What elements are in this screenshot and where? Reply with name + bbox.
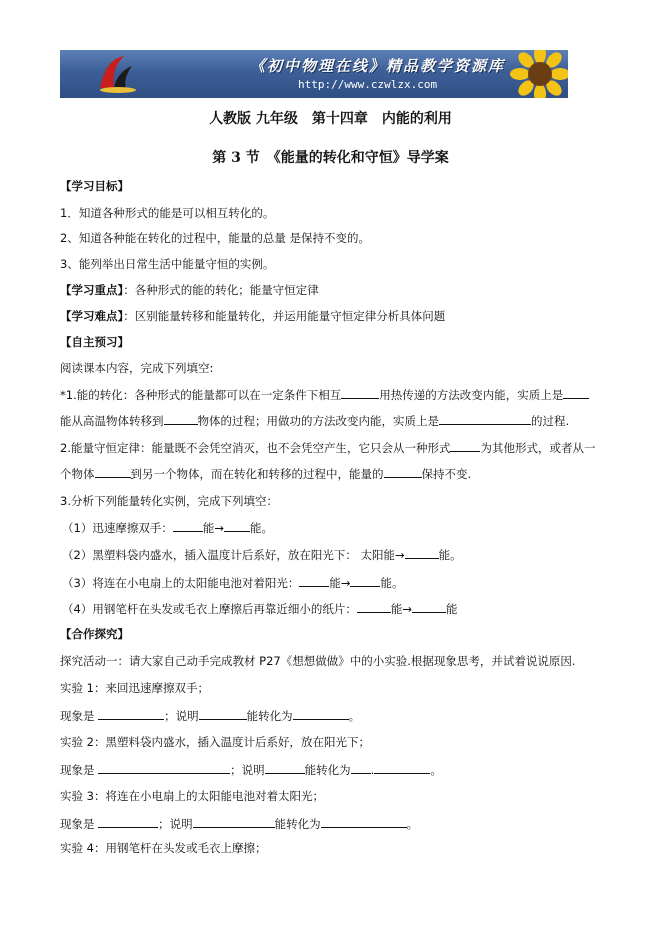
fill-blank[interactable] (98, 708, 164, 720)
fill-blank[interactable] (350, 575, 380, 587)
key-points (60, 283, 319, 298)
difficulties-text: ：区别能量转移和能量转化，并运用能量守恒定律分析具体问题 (123, 309, 446, 323)
site-logo (94, 54, 138, 94)
fill-blank[interactable] (412, 601, 446, 613)
fill-blank[interactable] (224, 520, 250, 532)
cooperation-heading: 【合作探究】 (60, 627, 129, 641)
experiment-1: 实验 1：来回迅速摩擦双手； (60, 681, 209, 695)
fill-blank[interactable] (563, 387, 589, 399)
difficulties (60, 309, 445, 324)
fill-blank[interactable] (357, 601, 391, 613)
preview-q3-intro: 3.分析下列能量转化实例，完成下列填空： (60, 494, 278, 508)
fill-blank[interactable] (405, 547, 439, 559)
fill-blank[interactable] (98, 762, 230, 774)
preview-intro: 阅读课本内容，完成下列填空: (60, 361, 214, 375)
fill-blank[interactable] (173, 520, 203, 532)
objective-item: 3、能列举出日常生活中能量守恒的实例。 (60, 257, 275, 271)
fill-blank[interactable] (351, 762, 371, 774)
experiment-1-result: 现象是 ；说明 能转化为 。 (60, 709, 361, 723)
fill-blank[interactable] (439, 413, 531, 425)
fill-blank[interactable] (193, 816, 275, 828)
fill-blank[interactable] (199, 708, 247, 720)
fill-blank[interactable] (95, 466, 131, 478)
preview-q3-b: （2）黑塑料袋内盛水，插入温度计后系好，放在阳光下： 太阳能→ 能。 (62, 548, 462, 562)
preview-q3-c: （3）将连在小电扇上的太阳能电池对着阳光： 能→ 能。 (62, 576, 404, 590)
objectives-heading: 【学习目标】 (60, 179, 129, 193)
preview-q3-d: （4）用钢笔杆在头发或毛衣上摩擦后再靠近细小的纸片： 能→ 能 (62, 602, 458, 616)
difficulties-label: 【学习难点】 (60, 309, 124, 323)
experiment-3-result: 现象是 ；说明 能转化为 。 (60, 817, 419, 831)
fill-blank[interactable] (299, 575, 329, 587)
preview-q1-line2: 能从高温物体转移到 物体的过程；用做功的方法改变内能，实质上是 的过程. (60, 414, 570, 428)
experiment-2-result: 现象是 ；说明 能转化为 . 。 (60, 763, 442, 777)
preview-q3-a: （1）迅速摩擦双手： 能→ 能。 (62, 521, 273, 535)
activity-text: 探究活动一：请大家自己动手完成教材 P27《想想做做》中的小实验.根据现象思考，并试着说说原因. (60, 654, 576, 668)
experiment-2: 实验 2：黑塑料袋内盛水，插入温度计后系好，放在阳光下； (60, 735, 370, 749)
fill-blank[interactable] (341, 387, 379, 399)
objective-item: 2、知道各种能在转化的过程中，能量的总量 是保持不变的。 (60, 231, 370, 245)
fill-blank[interactable] (265, 762, 305, 774)
preview-heading: 【自主预习】 (60, 335, 129, 349)
fill-blank[interactable] (374, 762, 430, 774)
experiment-3: 实验 3：将连在小电扇上的太阳能电池对着太阳光； (60, 789, 324, 803)
fill-blank[interactable] (450, 440, 480, 452)
fill-blank[interactable] (293, 708, 349, 720)
fill-blank[interactable] (164, 413, 198, 425)
experiment-4: 实验 4：用钢笔杆在头发或毛衣上摩擦； (60, 841, 267, 855)
preview-q1-line1: *1.能的转化：各种形式的能量都可以在一定条件下相互 用热传递的方法改变内能，实质上是 (60, 387, 589, 403)
key-points-text: ：各种形式的能的转化；能量守恒定律 (123, 283, 319, 297)
document-title: 人教版 九年级 第十四章 内能的利用 (209, 111, 452, 127)
document-subtitle: 第 3 节 《能量的转化和守恒》导学案 (212, 150, 449, 166)
preview-q2-line2: 个物体 到另一个物体，而在转化和转移的过程中，能量的 保持不变. (60, 467, 472, 481)
header-banner (60, 50, 568, 98)
banner-url: http://www.czwlzx.com (298, 78, 438, 91)
fill-blank[interactable] (384, 466, 422, 478)
sunflower-icon (500, 50, 568, 98)
key-points-label: 【学习重点】 (60, 283, 124, 297)
fill-blank[interactable] (321, 816, 407, 828)
banner-title: 《初中物理在线》精品教学资源库 (250, 57, 506, 75)
preview-q2-line1: 2.能量守恒定律：能量既不会凭空消灭，也不会凭空产生，它只会从一种形式 为其他形式，或者从一 (60, 441, 596, 455)
objective-item: 1．知道各种形式的能是可以相互转化的。 (60, 206, 275, 220)
fill-blank[interactable] (98, 816, 158, 828)
